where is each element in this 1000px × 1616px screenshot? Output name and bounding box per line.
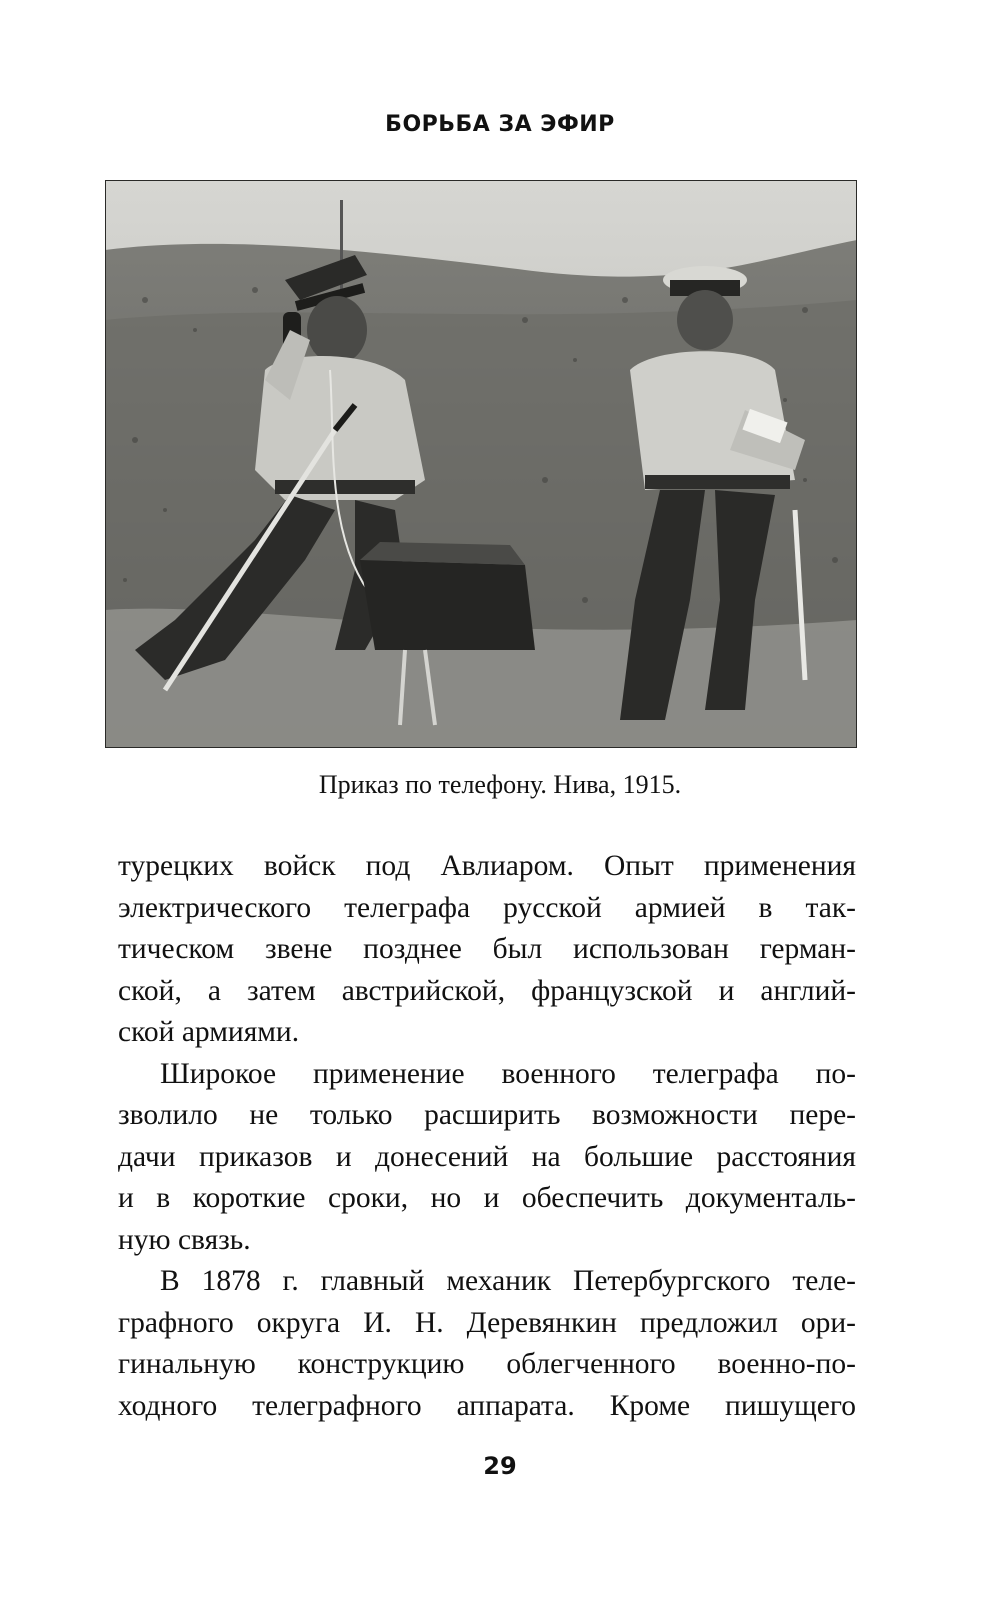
text-line: тическом звене позднее был использован герман- [118, 933, 856, 965]
text-line: и в короткие сроки, но и обеспечить документаль- [118, 1182, 856, 1214]
paragraph [118, 1054, 856, 1262]
figure-caption: Приказ по телефону. Нива, 1915. [318, 770, 682, 799]
body-text [118, 846, 856, 1427]
paragraph [118, 1261, 856, 1427]
page-number: 29 [483, 1452, 517, 1480]
text-line: ской армиями. [118, 1016, 300, 1048]
text-line: Широкое применение военного телеграфа по- [160, 1057, 856, 1090]
text-line: ходного телеграфного аппарата. Кроме пишущего [118, 1389, 856, 1422]
text-line: ную связь. [118, 1223, 251, 1256]
text-line: дачи приказов и донесений на большие расстояния [118, 1140, 856, 1173]
text-line: турецких войск под Авлиаром. Опыт применения [118, 850, 856, 882]
text-line: ской, а затем австрийской, французской и англий- [118, 974, 856, 1007]
text-line: зволило не только расширить возможности пере- [118, 1099, 856, 1131]
text-line: электрического телеграфа русской армией в так- [118, 891, 856, 924]
text-line: В 1878 г. главный механик Петербургского теле- [160, 1265, 856, 1297]
text-line: графного округа И. Н. Деревянкин предложил ори- [118, 1306, 856, 1339]
photograph-two-soldiers-field-telephone [105, 180, 857, 748]
text-line: гинальную конструкцию облегченного военно-по- [118, 1348, 856, 1380]
paragraph [118, 846, 856, 1054]
running-head: БОРЬБА ЗА ЭФИР [385, 112, 615, 137]
